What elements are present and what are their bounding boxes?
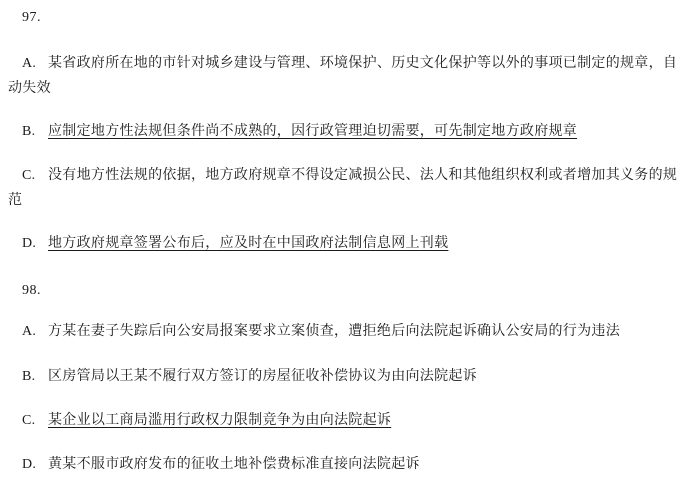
option-97-a <box>8 51 680 101</box>
option-text: 没有地方性法规的依据，地方政府规章不得设定减损公民、法人和其他组织权利或者增加其义务的规范 <box>8 167 678 208</box>
option-text: 应制定地方性法规但条件尚不成熟的，因行政管理迫切需要，可先制定地方政府规章 <box>48 123 578 139</box>
option-letter: D. <box>22 457 37 472</box>
option-98-d <box>8 452 680 477</box>
option-letter: B. <box>22 124 36 139</box>
option-98-b <box>8 364 680 389</box>
option-97-c <box>8 163 680 213</box>
option-letter: B. <box>22 369 36 384</box>
option-98-c <box>8 408 680 433</box>
option-text: 黄某不服市政府发布的征收土地补偿费标准直接向法院起诉 <box>48 456 420 472</box>
option-text: 方某在妻子失踪后向公安局报案要求立案侦查，遭拒绝后向法院起诉确认公安局的行为违法 <box>48 323 620 339</box>
option-text: 地方政府规章签署公布后，应及时在中国政府法制信息网上刊载 <box>48 235 449 251</box>
option-97-b <box>8 119 680 144</box>
question-number: 97. <box>22 10 41 25</box>
option-text: 某企业以工商局滥用行政权力限制竞争为由向法院起诉 <box>48 412 392 428</box>
option-97-d <box>8 231 680 256</box>
option-text: 某省政府所在地的市针对城乡建设与管理、环境保护、历史文化保护等以外的事项已制定的规章，自动失效 <box>8 55 678 96</box>
option-letter: A. <box>22 56 37 71</box>
question-number: 98. <box>22 283 41 298</box>
option-letter: D. <box>22 236 37 251</box>
option-letter: A. <box>22 324 37 339</box>
option-letter: C. <box>22 413 36 428</box>
option-text: 区房管局以王某不履行双方签订的房屋征收补偿协议为由向法院起诉 <box>48 368 477 384</box>
option-98-a <box>8 319 680 344</box>
option-letter: C. <box>22 168 36 183</box>
